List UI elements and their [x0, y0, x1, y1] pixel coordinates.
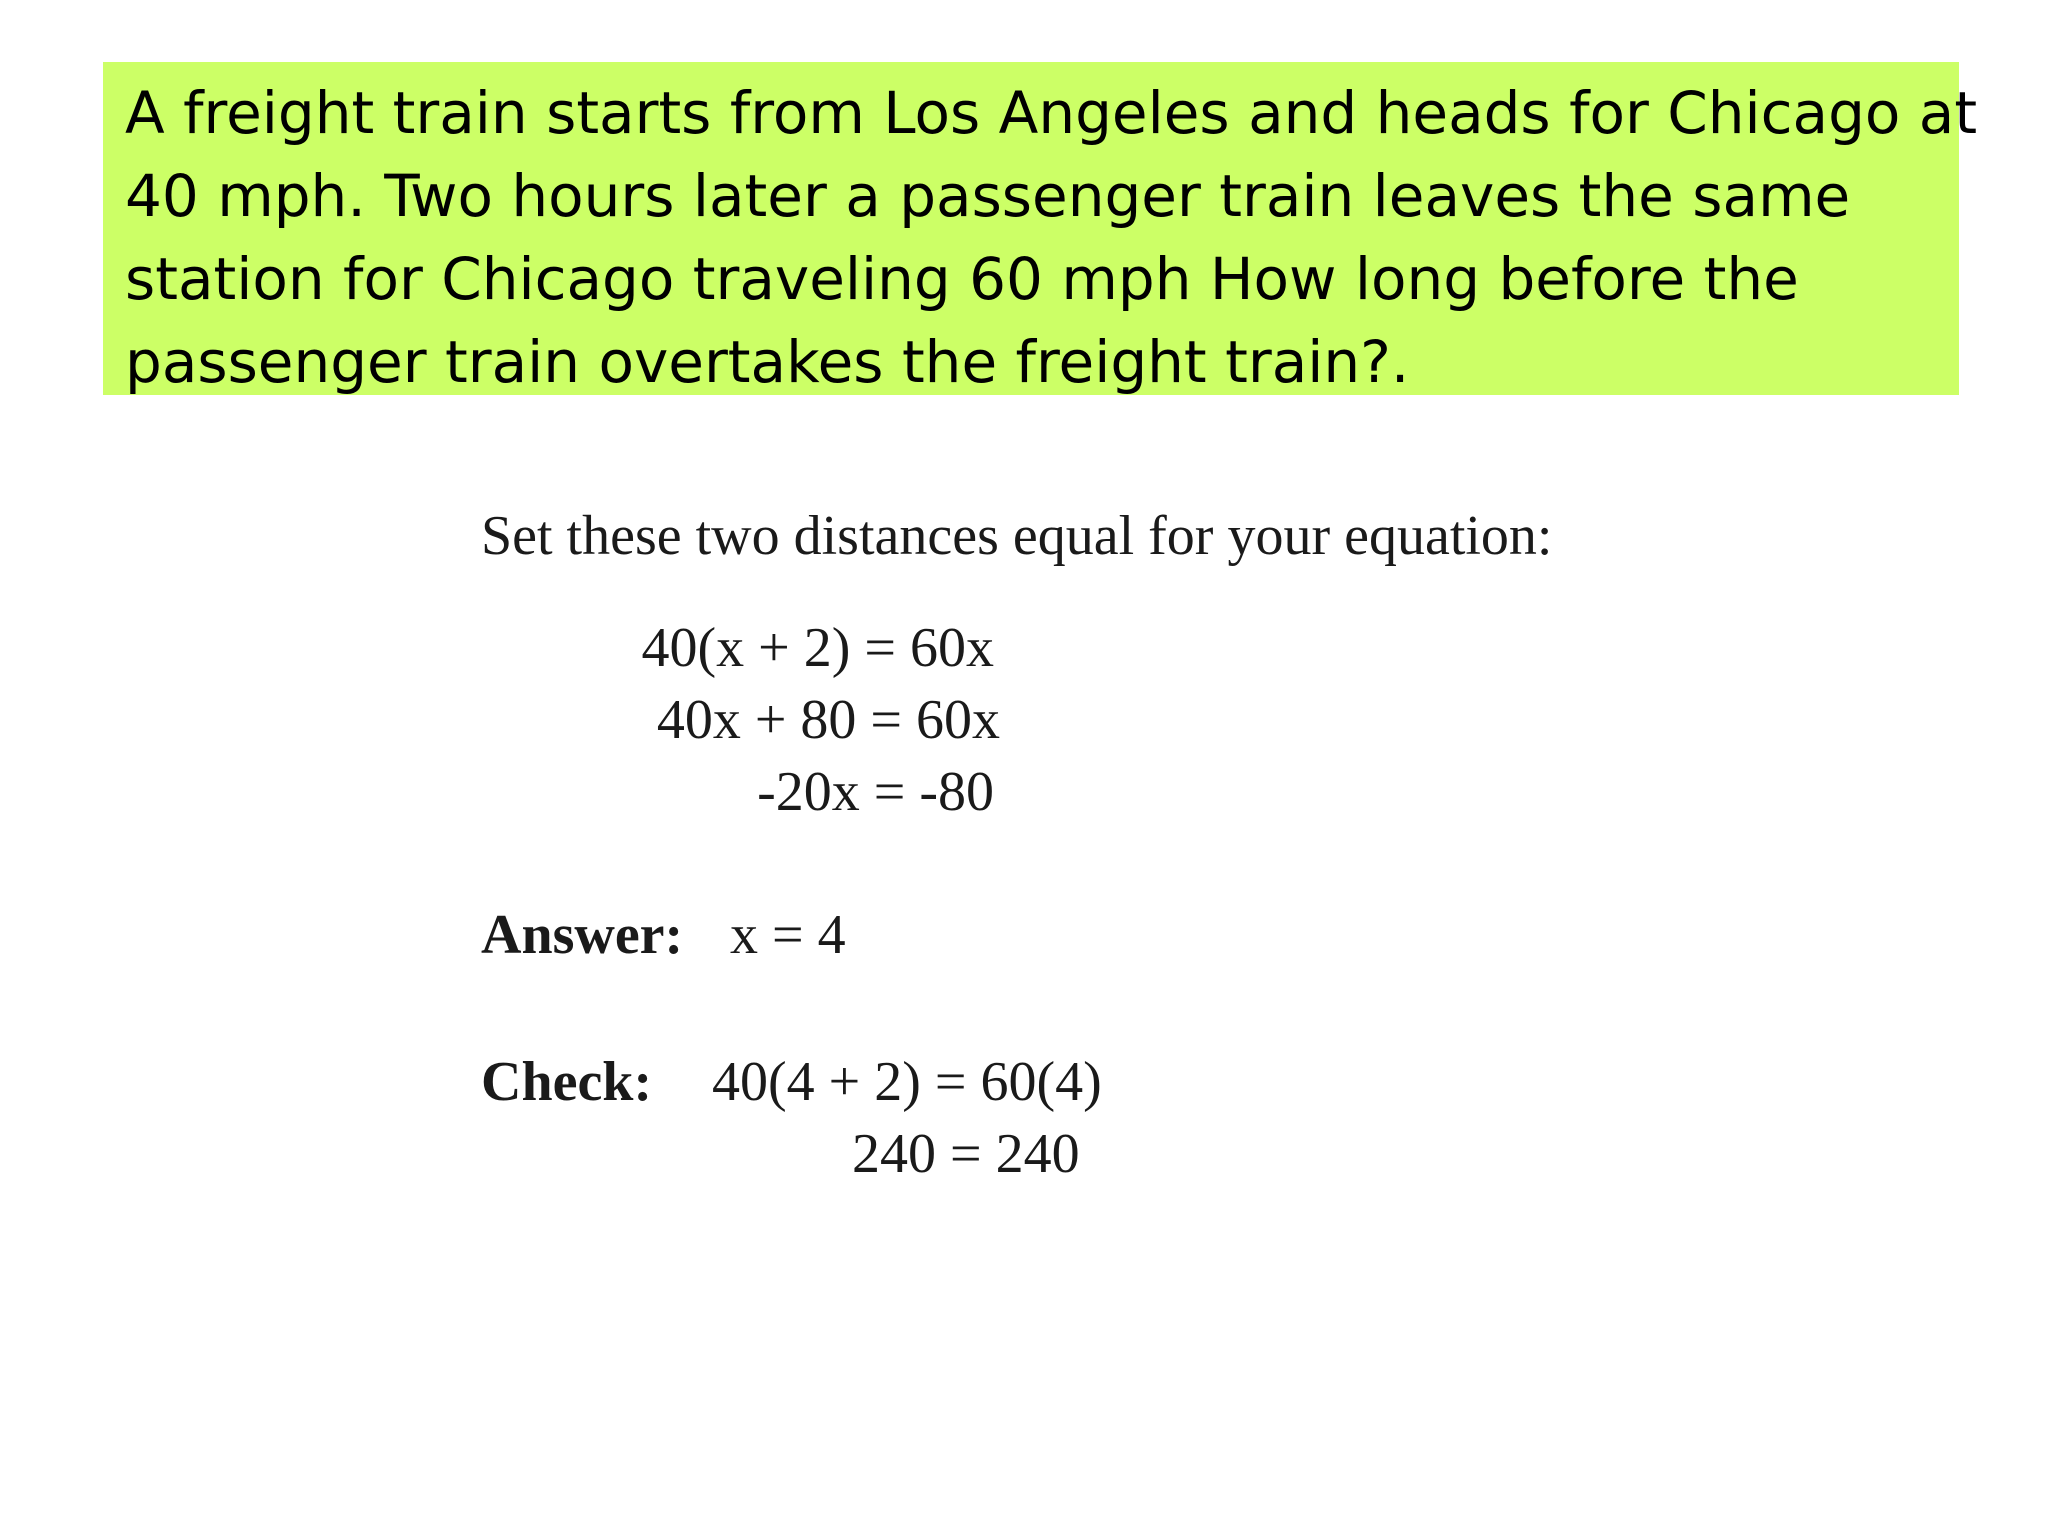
solution-intro: Set these two distances equal for your equation:: [481, 505, 1553, 567]
problem-line: A freight train starts from Los Angeles and heads for Chicago at: [125, 79, 1978, 147]
answer-value: x = 4: [730, 904, 846, 966]
equation-line: 40x + 80 = 60x: [656, 689, 1000, 751]
problem-line: 40 mph. Two hours later a passenger train leaves the same: [125, 162, 1851, 230]
answer-label: Answer:: [481, 904, 684, 966]
check-label: Check:: [481, 1051, 653, 1113]
equation-line: 40(x + 2) = 60x: [641, 617, 994, 679]
check-line: 40(4 + 2) = 60(4): [712, 1051, 1102, 1113]
problem-line: station for Chicago traveling 60 mph How long before the: [125, 245, 1799, 313]
check-line: 240 = 240: [852, 1123, 1080, 1185]
problem-line: passenger train overtakes the freight train?.: [125, 328, 1410, 396]
equation-line: -20x = -80: [757, 761, 994, 823]
